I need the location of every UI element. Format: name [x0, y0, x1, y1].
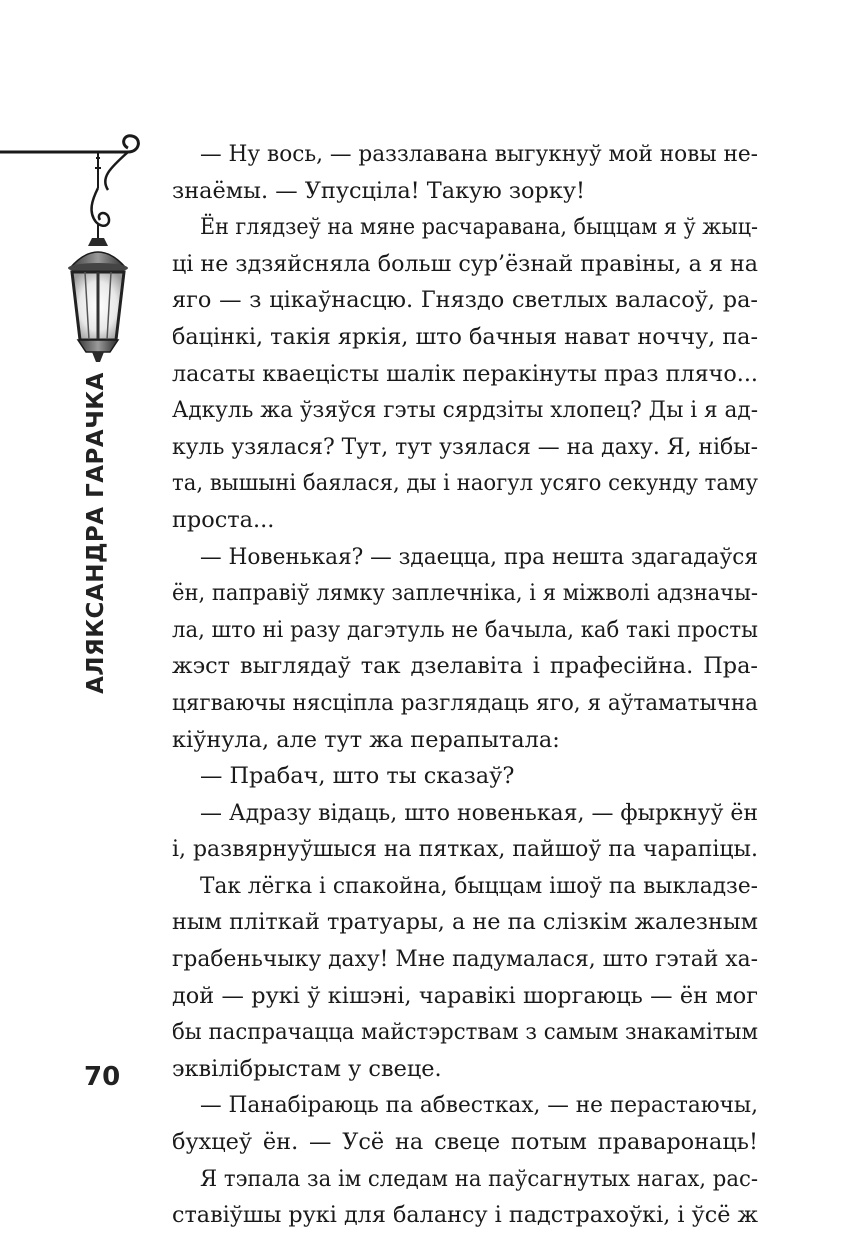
running-head-author: АЛЯКСАНДРА ГАРАЧКА — [83, 372, 109, 694]
lantern-illustration — [0, 128, 150, 368]
text-line: жэст выглядаў так дзелавіта і прафесійна. Пра- — [172, 653, 758, 680]
text-line: проста... — [172, 506, 275, 533]
text-line: ным пліткай тратуары, а не па слізкім жалезным — [172, 909, 758, 936]
text-line: куль узялася? Тут, тут узялася — на даху. Я, нібы- — [172, 433, 758, 460]
text-line: — Панабіраюць па абвестках, — не перастаючы, — [200, 1092, 758, 1119]
text-line: дой — рукі ў кішэні, чаравікі шоргаюць — ён мог — [172, 982, 758, 1009]
text-line: — Ну вось, — раззлавана выгукнуў мой новы не- — [200, 141, 758, 167]
body-text — [172, 136, 758, 1234]
text-line: — Прабач, што ты сказаў? — [200, 763, 515, 790]
text-line: — Новенькая? — здаецца, пра нешта здагадаўся — [200, 543, 758, 570]
text-line: Ён глядзеў на мяне расчаравана, быццам я ў жыц- — [200, 214, 758, 241]
text-line: бацінкі, такія яркія, што бачныя нават ноччу, па- — [172, 323, 758, 350]
text-line: грабеньчыку даху! Мне падумалася, што гэтай ха- — [172, 946, 758, 973]
running-head — [78, 372, 114, 694]
text-line: та, вышыні баялася, ды і наогул усяго секунду таму — [172, 470, 758, 497]
page-number: 70 — [84, 1062, 121, 1092]
text-line: Я тэпала за ім следам на паўсагнутых нагах, рас- — [200, 1165, 758, 1192]
text-line: Так лёгка і спакойна, быццам ішоў па выкладзе- — [200, 872, 758, 899]
text-line: цягваючы нясціпла разглядаць яго, я аўтаматычна — [172, 689, 758, 716]
text-line: бухцеў ён. — Усё на свеце потым праваронаць! — [172, 1129, 758, 1156]
text-line: кіўнула, але тут жа перапытала: — [172, 726, 560, 753]
text-line: ставіўшы рукі для балансу і падстрахоўкі, і ўсё ж — [172, 1202, 758, 1229]
text-line: ці не здзяйсняла больш сур’ёзнай правіны, а я на — [172, 250, 758, 277]
text-line: ён, паправіў лямку заплечніка, і я міжволі адзначы- — [172, 580, 758, 607]
text-line: знаёмы. — Упусціла! Такую зорку! — [172, 177, 586, 204]
text-line: эквілібрыстам у свеце. — [172, 1055, 442, 1082]
text-line: ла, што ні разу дагэтуль не бачыла, каб такі просты — [172, 616, 758, 643]
text-line: бы паспрачацца майстэрствам з самым знакамітым — [172, 1019, 758, 1046]
text-line: яго — з цікаўнасцю. Гняздо светлых валасоў, ра- — [172, 287, 758, 314]
text-line: ласаты кваецісты шалік перакінуты праз плячо... — [172, 360, 758, 387]
text-line: Адкуль жа ўзяўся гэты сярдзіты хлопец? Ды і я ад- — [172, 397, 758, 424]
text-line: і, развярнуўшыся на пятках, пайшоў па чарапіцы. — [172, 836, 758, 863]
text-line: — Адразу відаць, што новенькая, — фыркнуў ён — [200, 799, 758, 826]
